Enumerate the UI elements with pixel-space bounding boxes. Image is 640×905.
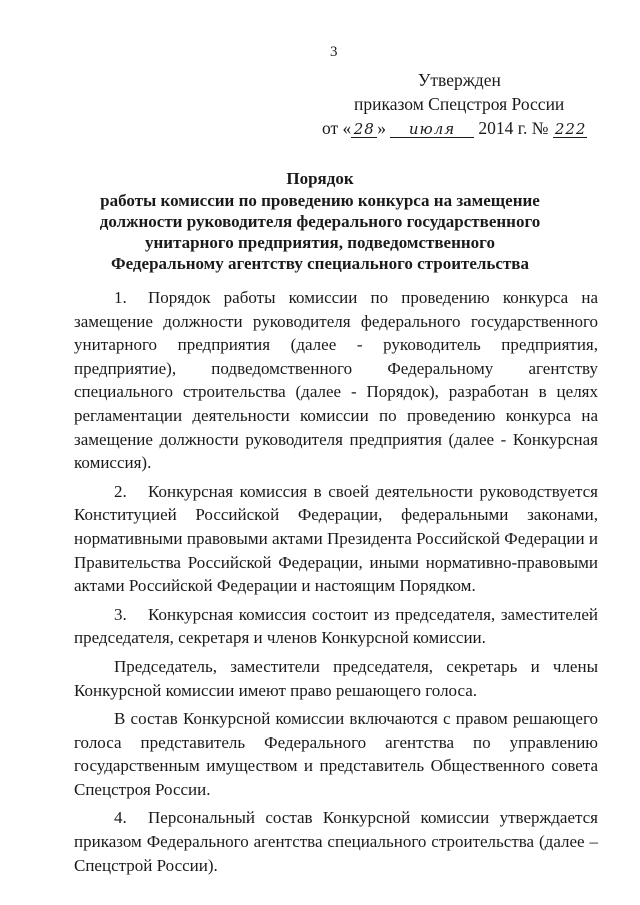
paragraph xyxy=(74,286,598,475)
paragraph-text: Конкурсная комиссия состоит из председателя, заместителей председателя, секретаря и членов Конкурсной комиссии. xyxy=(74,604,598,648)
title-line-2: должности руководителя федерального государственного xyxy=(99,212,541,231)
paragraph xyxy=(74,480,598,598)
paragraph-text: Председатель, заместители председателя, секретарь и члены Конкурсной комиссии имеют право решающего голоса. xyxy=(74,656,598,700)
paragraph-text: Персональный состав Конкурсной комиссии утверждается приказом Федерального агентства специального строительства (далее – Спецстрой России). xyxy=(74,808,598,875)
paragraph-text: Порядок работы комиссии по проведению конкурса на замещение должности руководителя федерального государственного унитарного предприятия (далее - руководитель предприятия, предприятие), подведомственного Федеральному агентству специального строительства (далее - Порядок), разработан в целях регламентации деятельности комиссии по проведению конкурса на замещение должности руководителя предприятия (далее - Конкурсная комиссия). xyxy=(74,288,598,473)
paragraph-text: В состав Конкурсной комиссии включаются с правом решающего голоса представитель Федерального агентства по управлению государственным имуществом и представитель Общественного совета Спецстроя России. xyxy=(74,709,598,799)
approval-line-approved: Утвержден xyxy=(418,70,501,90)
paragraph-number: 1. xyxy=(114,288,127,307)
document-title xyxy=(60,168,580,274)
title-line-1: работы комиссии по проведению конкурса на замещение xyxy=(100,191,540,210)
title-line-4: Федеральному агентству специального строительства xyxy=(111,254,529,273)
document-body xyxy=(74,286,598,882)
year-and-number-label: 2014 г. № xyxy=(478,118,549,138)
paragraph-number: 2. xyxy=(114,481,127,501)
paragraph-number: 4. xyxy=(114,808,127,828)
date-prefix: от « xyxy=(322,118,352,138)
handwritten-month: июля xyxy=(390,121,474,138)
paragraph-text: Конкурсная комиссия в своей деятельности руководствуется Конституцией Российской Федерации, федеральными законами, нормативными правовыми актами Президента Российской Федерации и Правительства Российской Федерации, иными нормативно-правовыми актами Российской Федерации и настоящим Порядком. xyxy=(74,481,598,596)
handwritten-order-number: 222 xyxy=(554,120,587,138)
paragraph xyxy=(74,655,598,702)
date-quote-close: » xyxy=(377,118,387,138)
title-line-3: унитарного предприятия, подведомственного xyxy=(145,233,495,252)
paragraph xyxy=(74,707,598,801)
paragraph xyxy=(74,806,598,877)
page-number: 3 xyxy=(330,44,338,60)
paragraph xyxy=(74,603,598,650)
title-main: Порядок xyxy=(286,169,354,188)
approval-line-date xyxy=(322,116,587,141)
handwritten-day: 28 xyxy=(351,121,377,138)
paragraph-number: 3. xyxy=(114,604,127,624)
approval-line-order: приказом Спецстроя России xyxy=(354,94,565,114)
